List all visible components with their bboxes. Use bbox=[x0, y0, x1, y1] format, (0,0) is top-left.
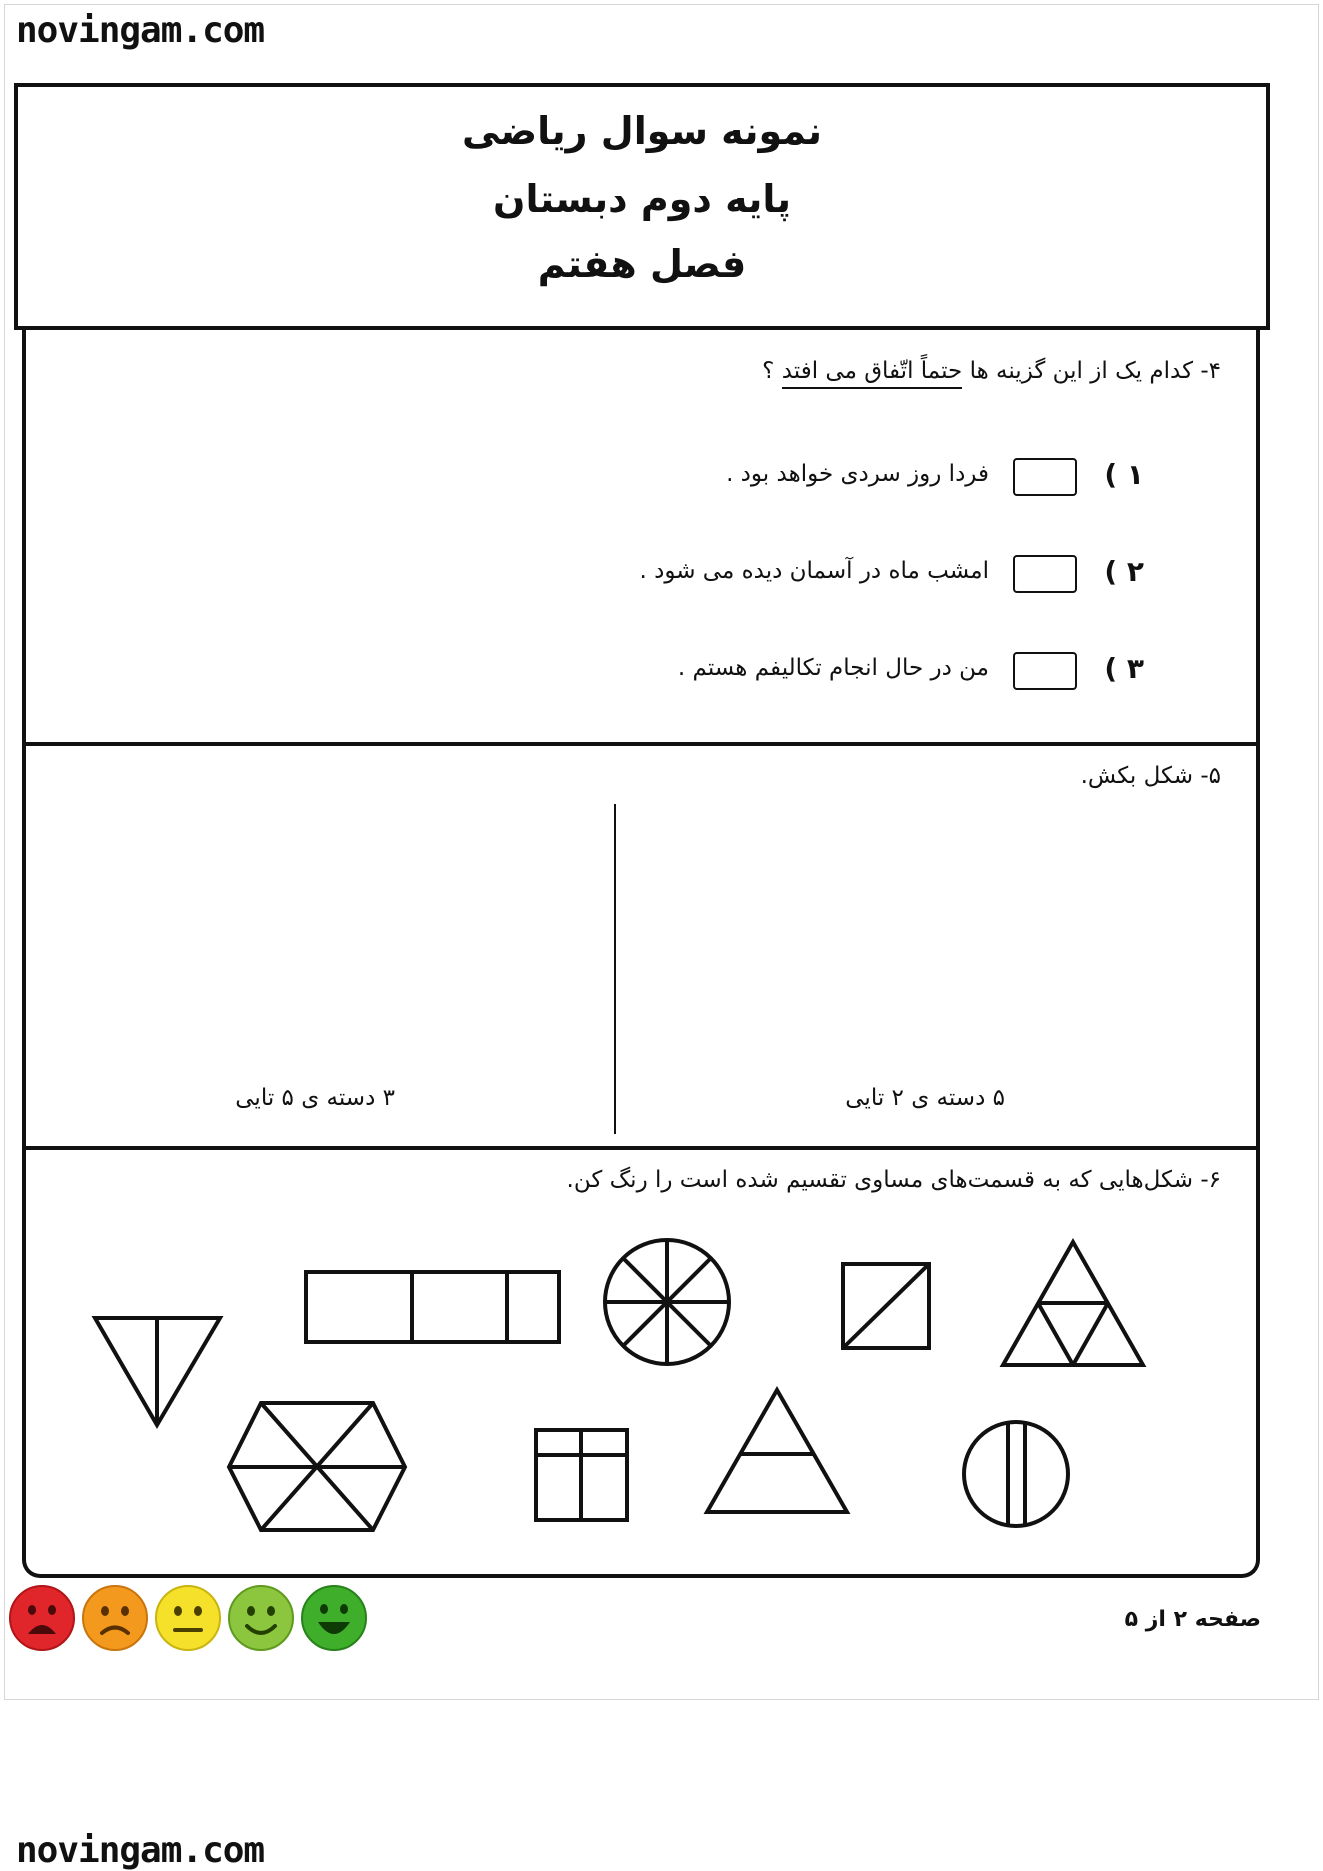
question-6-title: ۶- شکل‌هایی که به قسمت‌های مساوی تقسیم شده است را رنگ کن. bbox=[566, 1167, 1221, 1193]
questions-frame bbox=[22, 330, 1260, 1578]
watermark-top: novingam.com bbox=[16, 10, 265, 51]
section-divider-1 bbox=[22, 742, 1260, 746]
sad-face-icon[interactable] bbox=[81, 1584, 149, 1652]
very-happy-face-icon[interactable] bbox=[300, 1584, 368, 1652]
header-chapter: فصل هفتم bbox=[537, 242, 747, 286]
neutral-face-icon[interactable] bbox=[154, 1584, 222, 1652]
section-divider-2 bbox=[22, 1146, 1260, 1150]
question-4-title: ۴- کدام یک از این گزینه ها حتماً اتّفاق می افتد ؟ bbox=[762, 358, 1221, 384]
question-5-title: ۵- شکل بکش. bbox=[1080, 763, 1221, 789]
header-title: نمونه سوال ریاضی bbox=[461, 109, 823, 153]
option-2-text: امشب ماه در آسمان دیده می شود . bbox=[639, 558, 989, 584]
header-box bbox=[14, 83, 1270, 330]
option-3-number: ۳ ) bbox=[1104, 652, 1144, 685]
option-1-text: فردا روز سردی خواهد بود . bbox=[726, 461, 989, 487]
drawing-area-right-label: ۵ دسته ی ۲ تایی bbox=[845, 1085, 1005, 1111]
option-3-text: من در حال انجام تکالیفم هستم . bbox=[677, 655, 989, 681]
option-2-checkbox[interactable] bbox=[1013, 555, 1077, 593]
page-number: صفحه ۲ از ۵ bbox=[1124, 1607, 1261, 1632]
drawing-area-divider bbox=[614, 804, 616, 1134]
option-2-number: ۲ ) bbox=[1104, 555, 1144, 588]
happy-face-icon[interactable] bbox=[227, 1584, 295, 1652]
drawing-area-left-label: ۳ دسته ی ۵ تایی bbox=[235, 1085, 395, 1111]
watermark-bottom: novingam.com bbox=[16, 1830, 265, 1871]
option-1-number: ۱ ) bbox=[1104, 458, 1144, 491]
question-4-emphasis: حتماً اتّفاق می افتد bbox=[782, 358, 963, 389]
option-3-checkbox[interactable] bbox=[1013, 652, 1077, 690]
header-grade: پایه دوم دبستان bbox=[493, 177, 791, 221]
option-1-checkbox[interactable] bbox=[1013, 458, 1077, 496]
very-sad-face-icon[interactable] bbox=[8, 1584, 76, 1652]
